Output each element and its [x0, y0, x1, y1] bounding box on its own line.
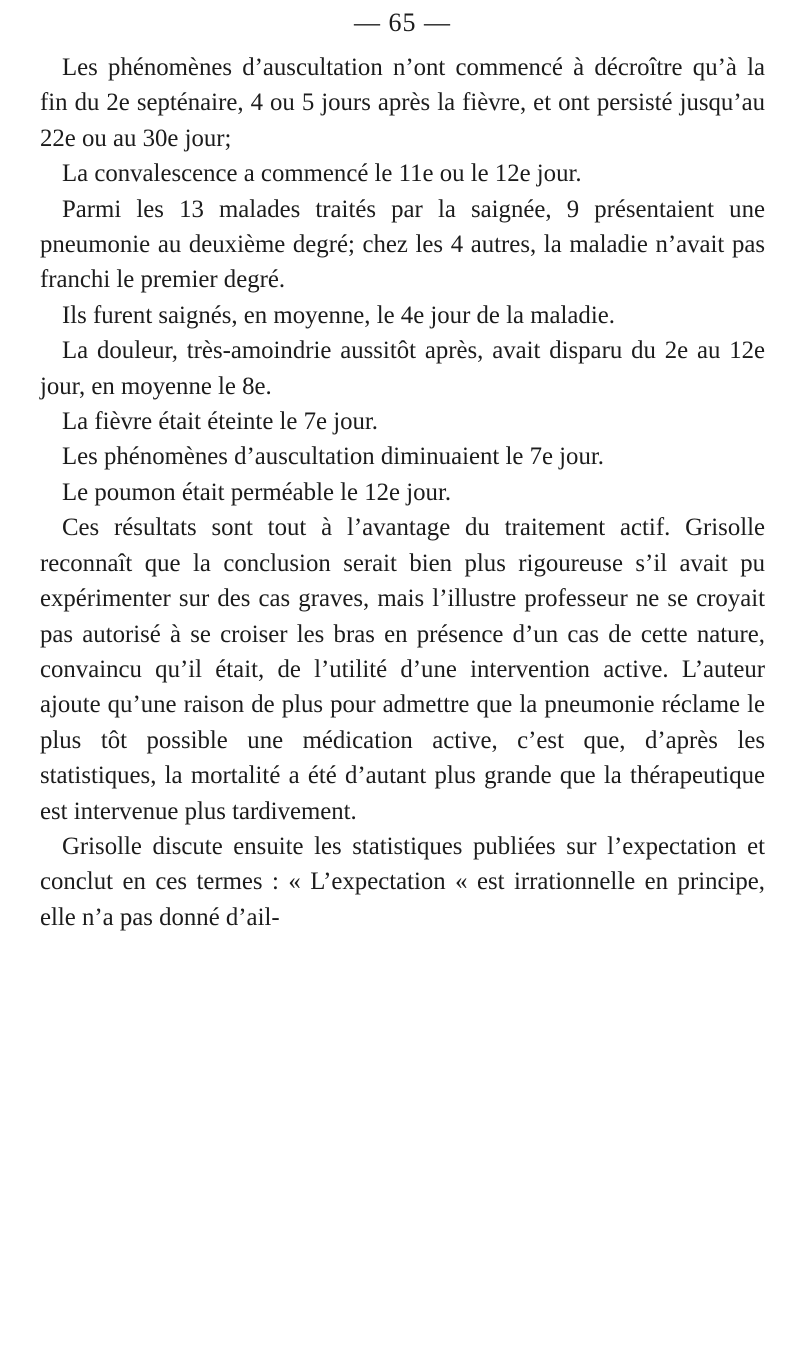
paragraph-3: Parmi les 13 malades traités par la saignée, 9 présentaient une pneumonie au deuxième degré; chez les 4 autres, la maladie n’avait pas franchi le premier degré. — [40, 195, 765, 294]
paragraph-5: La douleur, très-amoindrie aussitôt après, avait disparu du 2e au 12e jour, en moyenne le 8e. — [40, 337, 765, 400]
paragraph-8: Le poumon était perméable le 12e jour. — [62, 478, 452, 506]
paragraph-6: La fièvre était éteinte le 7e jour. — [62, 408, 379, 436]
page-number: — 65 — — [354, 8, 451, 37]
paragraph-4: Ils furent saignés, en moyenne, le 4e jour de la maladie. — [62, 301, 615, 329]
paragraph-1: Les phénomènes d’auscultation n’ont commencé à décroître qu’à la fin du 2e septénaire, 4 ou 5 jours après la fièvre, et ont persisté jusqu’au 22e ou au 30e jour; — [40, 54, 765, 152]
paragraph-2: La convalescence a commencé le 11e ou le 12e jour. — [62, 160, 582, 188]
paragraph-9: Ces résultats sont tout à l’avantage du traitement actif. Grisolle reconnaît que la conclusion serait bien plus rigoureuse s’il avait pu expérimenter sur des cas graves, mais l’illustre professeur ne se croyait pas autorisé à se croiser les bras en présence d’un cas de cette nature, convaincu qu’il était, de l’utilité d’une intervention active. L’auteur ajoute qu’une raison de plus pour admettre que la pneumonie réclame le plus tôt possible une médication active, c’est que, d’après les statistiques, la mortalité a été d’autant plus grande que la thérapeutique est intervenue plus tardivement. — [40, 514, 765, 825]
body-text — [40, 50, 765, 935]
paragraph-7: Les phénomènes d’auscultation diminuaient le 7e jour. — [62, 443, 604, 471]
paragraph-10: Grisolle discute ensuite les statistiques publiées sur l’expectation et conclut en ces termes : « L’expectation « est irrationnelle en principe, elle n’a pas donné d’ail- — [40, 832, 765, 931]
